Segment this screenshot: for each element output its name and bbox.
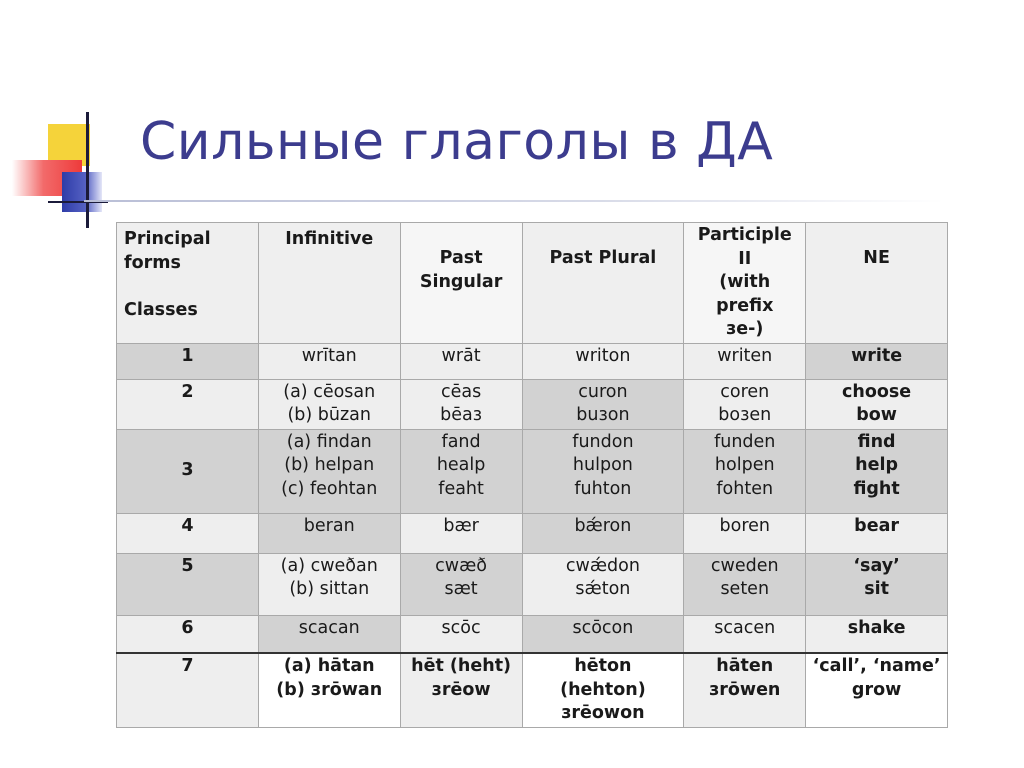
- class-number: 7: [117, 653, 259, 727]
- ne-cell: bear: [806, 513, 948, 553]
- participle-cell: hāten зrōwen: [684, 653, 806, 727]
- table-row: [117, 653, 948, 727]
- header-ne: NE: [806, 223, 948, 344]
- table-row: [117, 513, 948, 553]
- class-number: 2: [117, 379, 259, 429]
- decor-vertical-line: [86, 112, 89, 228]
- participle-cell: boren: [684, 513, 806, 553]
- past-plural-cell: hēton (hehton) зrēowon: [522, 653, 684, 727]
- participle-cell: scacen: [684, 615, 806, 653]
- ne-cell: find help fight: [806, 429, 948, 513]
- table-header-row: [117, 223, 948, 344]
- past-singular-cell: cēas bēaз: [400, 379, 522, 429]
- past-plural-cell: fundon hulpon fuhton: [522, 429, 684, 513]
- table-row: [117, 343, 948, 379]
- header-participle-ii: Participle II (with prefix зе-): [684, 223, 806, 344]
- participle-cell: cweden seten: [684, 553, 806, 615]
- past-plural-cell: bǽron: [522, 513, 684, 553]
- infinitive-cell: (a) cēosan (b) būzan: [258, 379, 400, 429]
- past-plural-cell: writon: [522, 343, 684, 379]
- infinitive-cell: beran: [258, 513, 400, 553]
- table-row: [117, 553, 948, 615]
- ne-cell: ‘call’, ‘name’ grow: [806, 653, 948, 727]
- infinitive-cell: (a) hātan (b) зrōwan: [258, 653, 400, 727]
- past-plural-cell: cwǽdon sǽton: [522, 553, 684, 615]
- class-number: 6: [117, 615, 259, 653]
- ne-cell: shake: [806, 615, 948, 653]
- past-plural-cell: curon buзon: [522, 379, 684, 429]
- infinitive-cell: wrītan: [258, 343, 400, 379]
- past-plural-cell: scōcon: [522, 615, 684, 653]
- ne-cell: choose bow: [806, 379, 948, 429]
- past-singular-cell: fand healp feaht: [400, 429, 522, 513]
- table-row: [117, 429, 948, 513]
- header-past-singular: Past Singular: [400, 223, 522, 344]
- class-number: 4: [117, 513, 259, 553]
- slide-title: Сильные глаголы в ДА: [140, 112, 774, 172]
- past-singular-cell: bær: [400, 513, 522, 553]
- past-singular-cell: cwæð sæt: [400, 553, 522, 615]
- infinitive-cell: scacan: [258, 615, 400, 653]
- past-singular-cell: hēt (heht) зrēow: [400, 653, 522, 727]
- past-singular-cell: wrāt: [400, 343, 522, 379]
- ne-cell: ‘say’ sit: [806, 553, 948, 615]
- infinitive-cell: (a) cweðan (b) sittan: [258, 553, 400, 615]
- header-past-plural: Past Plural: [522, 223, 684, 344]
- participle-cell: coren boзen: [684, 379, 806, 429]
- ne-cell: write: [806, 343, 948, 379]
- class-number: 3: [117, 429, 259, 513]
- decor-blue-square: [62, 172, 102, 212]
- table-row: [117, 379, 948, 429]
- class-number: 5: [117, 553, 259, 615]
- past-singular-cell: scōc: [400, 615, 522, 653]
- infinitive-cell: (a) findan (b) helpan (c) feohtan: [258, 429, 400, 513]
- participle-cell: funden holpen fohten: [684, 429, 806, 513]
- header-infinitive: Infinitive: [258, 223, 400, 344]
- title-underline: [84, 200, 944, 202]
- class-number: 1: [117, 343, 259, 379]
- participle-cell: writen: [684, 343, 806, 379]
- table-row: [117, 615, 948, 653]
- strong-verbs-table: [116, 222, 948, 728]
- header-principal-forms: Principal forms Classes: [117, 223, 259, 344]
